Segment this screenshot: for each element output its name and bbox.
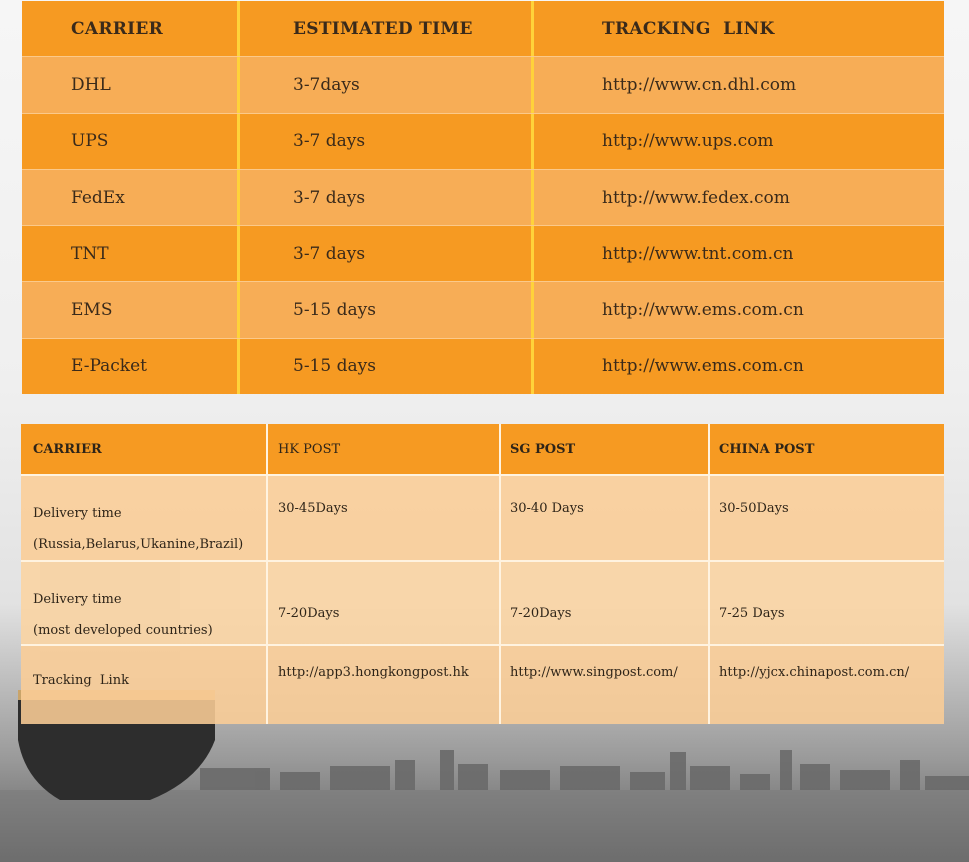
estimated-time: 5-15 days — [240, 339, 534, 394]
postal-header-row — [21, 424, 944, 474]
header-tracking-link: TRACKING LINK — [602, 18, 775, 39]
carrier-name: TNT — [22, 226, 240, 281]
header-carrier: CARRIER — [22, 1, 240, 56]
table-row — [21, 560, 944, 644]
carrier-name: FedEx — [22, 170, 240, 225]
tracking-link[interactable]: http://www.ems.com.cn — [602, 356, 804, 377]
postal-header-carrier: CARRIER — [21, 424, 268, 474]
tracking-link[interactable]: http://www.cn.dhl.com — [602, 74, 797, 95]
estimated-time: 3-7days — [240, 57, 534, 112]
table-row — [22, 338, 944, 394]
row-label-line1: Delivery time — [33, 592, 122, 607]
hk-post-value: 30-45Days — [268, 476, 501, 560]
carrier-name: E-Packet — [22, 339, 240, 394]
estimated-time: 3-7 days — [240, 170, 534, 225]
sg-post-value: 7-20Days — [501, 562, 710, 644]
row-label: Tracking Link — [21, 646, 268, 724]
table-row — [22, 281, 944, 337]
carrier-name: UPS — [22, 114, 240, 169]
carrier-name: EMS — [22, 282, 240, 337]
postal-header-sg-post: SG POST — [501, 424, 710, 474]
china-post-tracking-link[interactable]: http://yjcx.chinapost.com.cn/ — [719, 665, 910, 680]
tracking-link[interactable]: http://www.ems.com.cn — [602, 300, 804, 321]
carrier-name: DHL — [22, 57, 240, 112]
china-post-value: 30-50Days — [719, 501, 789, 516]
row-label-line1: Delivery time — [33, 506, 122, 521]
table-row — [22, 56, 944, 112]
row-label-line2: (Russia,Belarus,Ukanine,Brazil) — [33, 537, 244, 552]
tracking-link[interactable]: http://www.fedex.com — [602, 187, 790, 208]
table-row — [22, 169, 944, 225]
estimated-time: 5-15 days — [240, 282, 534, 337]
table-header-row — [22, 1, 944, 56]
postal-service-table — [21, 424, 944, 724]
tracking-link[interactable]: http://www.tnt.com.cn — [602, 243, 794, 264]
sg-post-value: 30-40 Days — [501, 476, 710, 560]
table-row — [22, 113, 944, 169]
row-label-line2: (most developed countries) — [33, 623, 213, 638]
china-post-value: 7-25 Days — [719, 606, 785, 621]
hk-post-value: 7-20Days — [268, 562, 501, 644]
postal-header-hk-post: HK POST — [268, 424, 501, 474]
hk-post-tracking-link[interactable]: http://app3.hongkongpost.hk — [268, 646, 501, 724]
table-row — [21, 474, 944, 560]
estimated-time: 3-7 days — [240, 114, 534, 169]
table-row — [21, 644, 944, 724]
header-estimated-time: ESTIMATED TIME — [240, 1, 534, 56]
postal-header-china-post: CHINA POST — [719, 441, 815, 457]
estimated-time: 3-7 days — [240, 226, 534, 281]
sg-post-tracking-link[interactable]: http://www.singpost.com/ — [501, 646, 710, 724]
row-label — [21, 476, 268, 560]
table-row — [22, 225, 944, 281]
shipping-carrier-table — [22, 1, 944, 394]
row-label — [21, 562, 268, 644]
tracking-link[interactable]: http://www.ups.com — [602, 131, 774, 152]
